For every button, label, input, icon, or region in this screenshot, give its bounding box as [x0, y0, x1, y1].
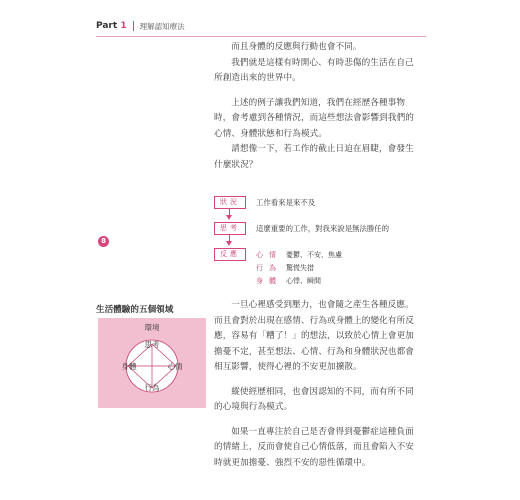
- body-label: 身體: [121, 362, 137, 371]
- header-rule: [96, 36, 426, 37]
- part-label: Part 1: [96, 21, 127, 31]
- paragraph: 我們就是這樣有時開心、有時悲傷的生活在自己所創造出來的世界中。: [214, 57, 414, 83]
- paragraph: 縱使經歷相同，也會因認知的不同，而有所不同的心境與行為模式。: [214, 386, 414, 412]
- reaction-tag: 反應: [214, 248, 246, 261]
- reaction-text: 憂鬱、不安、焦慮: [286, 251, 342, 259]
- thought-text: 這麼重要的工作，對我來說是無法勝任的: [256, 224, 390, 233]
- body-text-top: [214, 40, 418, 173]
- five-areas-svg: [98, 318, 206, 408]
- running-header: [96, 18, 185, 34]
- paragraph: 上述的例子讓我們知道，我們在經歷各種事物時，會考慮到各種情況，而這些想法會影響到我們的心情、身體狀態和行為模式。: [214, 97, 414, 139]
- reaction-text: 驚慌失措: [286, 264, 314, 272]
- body-text-bottom: [214, 298, 418, 471]
- header-divider: [133, 21, 134, 31]
- down-arrow-icon: [226, 241, 232, 246]
- think-label: 思考: [144, 340, 160, 349]
- act-label: 行為: [144, 383, 160, 392]
- chapter-title: 理解認知療法: [139, 21, 185, 31]
- situation-text: 工作看來是來不及: [256, 198, 316, 207]
- down-arrow-icon: [226, 215, 232, 220]
- paragraph: 如果一直專注於自己是否會得到憂鬱症這種負面的情緒上，反而會使自己心情低落，而且會陷入不安時就更加擔憂、強烈不安的惡性循環中。: [214, 426, 414, 468]
- paragraph: 請想像一下，若工作的截止日迫在眉睫，會發生什麼狀況？: [214, 144, 414, 170]
- reaction-label: 行為: [256, 264, 282, 272]
- paragraph: 而且身體的反應與行動也會不同。: [231, 42, 362, 52]
- sidebar-title: 生活體驗的五個領域: [96, 305, 174, 315]
- flow-diagram: [214, 196, 434, 296]
- reaction-label: 身體: [256, 277, 282, 285]
- thought-tag: 思考: [214, 222, 246, 235]
- page-number: 8: [98, 236, 109, 247]
- reaction-text: 心悸、瞬間: [286, 277, 321, 285]
- paragraph: 一旦心裡感受到壓力，也會隨之產生各種反應。而且會對於出現在感情、行為或身體上的變化有所反應，容易有「糟了！」的想法，以致於心情上會更加擔憂不定，甚至想法、心情、行為和身體狀況也都會相互影響，使得心裡的不安更加擴散。: [214, 300, 414, 372]
- env-label: 環境: [144, 323, 160, 332]
- situation-tag: 狀況: [214, 196, 246, 209]
- reaction-label: 心情: [256, 251, 282, 259]
- five-areas-diagram: [98, 318, 206, 408]
- mood-label: 心情: [167, 362, 183, 371]
